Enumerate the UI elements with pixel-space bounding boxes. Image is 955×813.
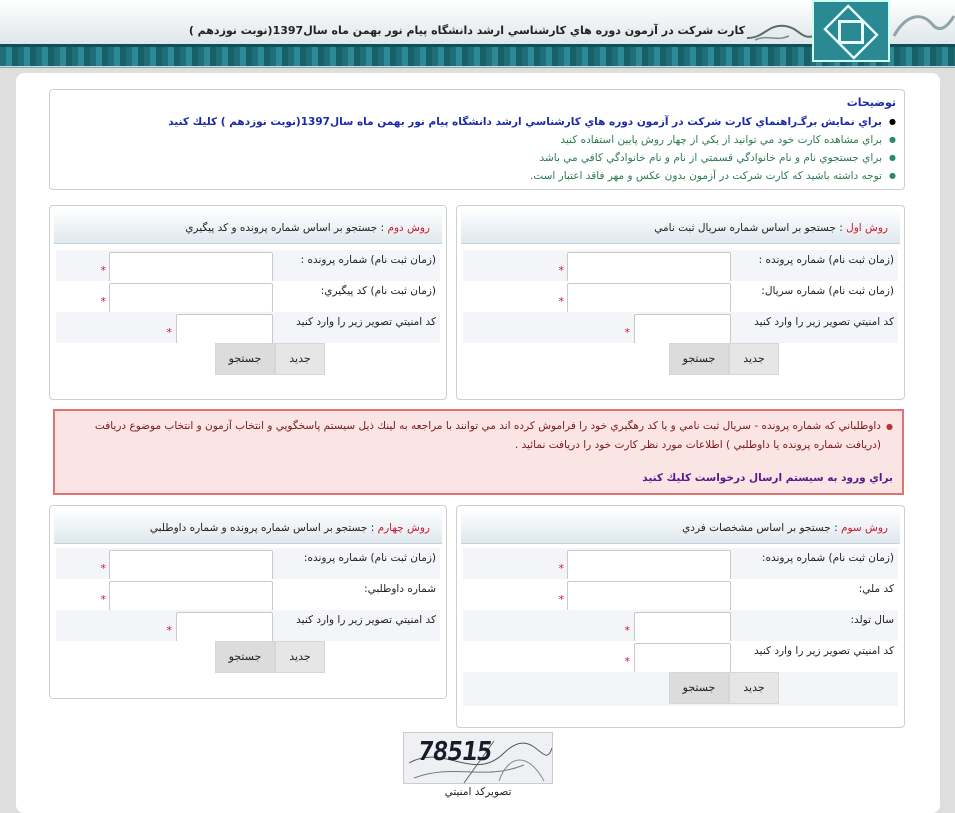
- security-code-label: كد امنيتي تصوير زير را وارد كنيد: [296, 614, 436, 626]
- header-corner-ornament-icon: [892, 6, 955, 46]
- instructions-list: [58, 113, 896, 185]
- list-item: ● براي مشاهده كارت خود مي توانيد از يكي از چهار روش پايين استفاده كنيد: [58, 131, 896, 149]
- guide-link[interactable]: ● براي نمايش برگـ‌راهنماي كارت شركت در آزمون دوره هاي كارشناسي ارشد دانشگاه پيام نور بهمن ماه سال1397(نوبت نوزدهم ) كليك كنيد: [58, 113, 896, 131]
- security-code-input[interactable]: [634, 643, 731, 673]
- birth-year-label: سال تولد:: [850, 614, 894, 626]
- tracking-code-input[interactable]: [109, 283, 273, 313]
- instructions-box: [49, 89, 905, 190]
- security-code-label: كد امنيتي تصوير زير را وارد كنيد: [296, 316, 436, 328]
- forgot-info-alert: [53, 409, 904, 495]
- method-2-panel: روش دوم : جستجو بر اساس شماره پرونده و كد پيگيري (زمان ثبت نام) شماره پرونده : * (زمان ثبت نام) كد پيگيري: * كد امنيتي تصوير زير را وارد كنيد * جديد جستجو: [49, 205, 447, 400]
- site-header: [0, 0, 955, 68]
- page-title: كارت شركت در آزمون دوره هاي كارشناسي ارشد دانشگاه پيام نور بهمن ماه سال1397(نوبت نوزدهم ): [188, 24, 745, 37]
- method-4-panel: روش چهارم : جستجو بر اساس شماره پرونده و شماره داوطلبي (زمان ثبت نام) شماره پرونده: * شماره داوطلبي: * كد امنيتي تصوير زير را وارد كنيد * جديد جستجو: [49, 505, 447, 699]
- method-2-header: روش دوم : جستجو بر اساس شماره پرونده و كد پيگيري: [54, 210, 442, 244]
- file-number-label: (زمان ثبت نام) شماره پرونده:: [303, 552, 436, 564]
- candidate-number-label: شماره داوطلبي:: [364, 583, 436, 595]
- file-number-input[interactable]: [109, 550, 273, 580]
- list-item: ● براي جستجوي نام و نام خانوادگي قسمتي از نام و نام خانوادگي كافي مي باشد: [58, 149, 896, 167]
- method-3-panel: روش سوم : جستجو بر اساس مشخصات فردي (زمان ثبت نام) شماره پرونده: * كد ملي: * سال تولد: * كد امنيتي تصوير زير را وارد كنيد * جديد جستجو: [456, 505, 905, 728]
- security-code-input[interactable]: [176, 314, 273, 344]
- security-code-label: كد امنيتي تصوير زير را وارد كنيد: [754, 316, 894, 328]
- national-code-input[interactable]: [567, 581, 731, 611]
- method-1-header: روش اول : جستجو بر اساس شماره سريال ثبت نامي: [461, 210, 900, 244]
- file-number-input[interactable]: [109, 252, 273, 282]
- search-button[interactable]: جستجو: [215, 641, 275, 673]
- candidate-number-input[interactable]: [109, 581, 273, 611]
- file-number-input[interactable]: [567, 252, 731, 282]
- alert-text: ● داوطلباني كه شماره پرونده - سريال ثبت نامي و يا كد رهگيري خود را فراموش كرده اند مي توانند با مراجعه به لينك ذيل سيستم پاسخگويي و انتخاب آزمون و انتخاب موضوع دريافت (دريافت شماره پرونده يا داوطلبي ) اطلاعات مورد نظر كارت خود را دريافت نمائيد .: [63, 417, 893, 455]
- new-button[interactable]: جديد: [729, 343, 779, 375]
- file-number-label: (زمان ثبت نام) شماره پرونده :: [300, 254, 436, 266]
- serial-number-label: (زمان ثبت نام) شماره سريال:: [761, 285, 894, 297]
- captcha-label: تصويركد امنيتي: [444, 786, 512, 798]
- new-button[interactable]: جديد: [729, 672, 779, 704]
- request-system-link[interactable]: براي ورود به سيستم ارسال درخواست كليك كنيد: [642, 472, 893, 484]
- national-code-label: كد ملي:: [858, 583, 894, 595]
- new-button[interactable]: جديد: [275, 343, 325, 375]
- university-logo: [812, 0, 890, 62]
- file-number-input[interactable]: [567, 550, 731, 580]
- search-button[interactable]: جستجو: [669, 672, 729, 704]
- birth-year-input[interactable]: [634, 612, 731, 642]
- captcha-code: 78515: [415, 737, 494, 767]
- file-number-label: (زمان ثبت نام) شماره پرونده:: [761, 552, 894, 564]
- security-code-input[interactable]: [176, 612, 273, 642]
- security-code-label: كد امنيتي تصوير زير را وارد كنيد: [754, 645, 894, 657]
- search-button[interactable]: جستجو: [215, 343, 275, 375]
- captcha-image: [403, 732, 553, 784]
- method-1-panel: روش اول : جستجو بر اساس شماره سريال ثبت نامي (زمان ثبت نام) شماره پرونده : * (زمان ثبت نام) شماره سريال: * كد امنيتي تصوير زير را وارد كنيد * جديد جستجو: [456, 205, 905, 400]
- new-button[interactable]: جديد: [275, 641, 325, 673]
- method-3-header: روش سوم : جستجو بر اساس مشخصات فردي: [461, 510, 900, 544]
- method-4-header: روش چهارم : جستجو بر اساس شماره پرونده و شماره داوطلبي: [54, 510, 442, 544]
- list-item: ● توجه داشته باشيد كه كارت شركت در آزمون بدون عكس و مهر فاقد اعتبار است.: [58, 167, 896, 185]
- instructions-title: توضيحات: [846, 96, 896, 109]
- file-number-label: (زمان ثبت نام) شماره پرونده :: [758, 254, 894, 266]
- serial-number-input[interactable]: [567, 283, 731, 313]
- tracking-code-label: (زمان ثبت نام) كد پيگيري:: [320, 285, 436, 297]
- security-code-input[interactable]: [634, 314, 731, 344]
- search-button[interactable]: جستجو: [669, 343, 729, 375]
